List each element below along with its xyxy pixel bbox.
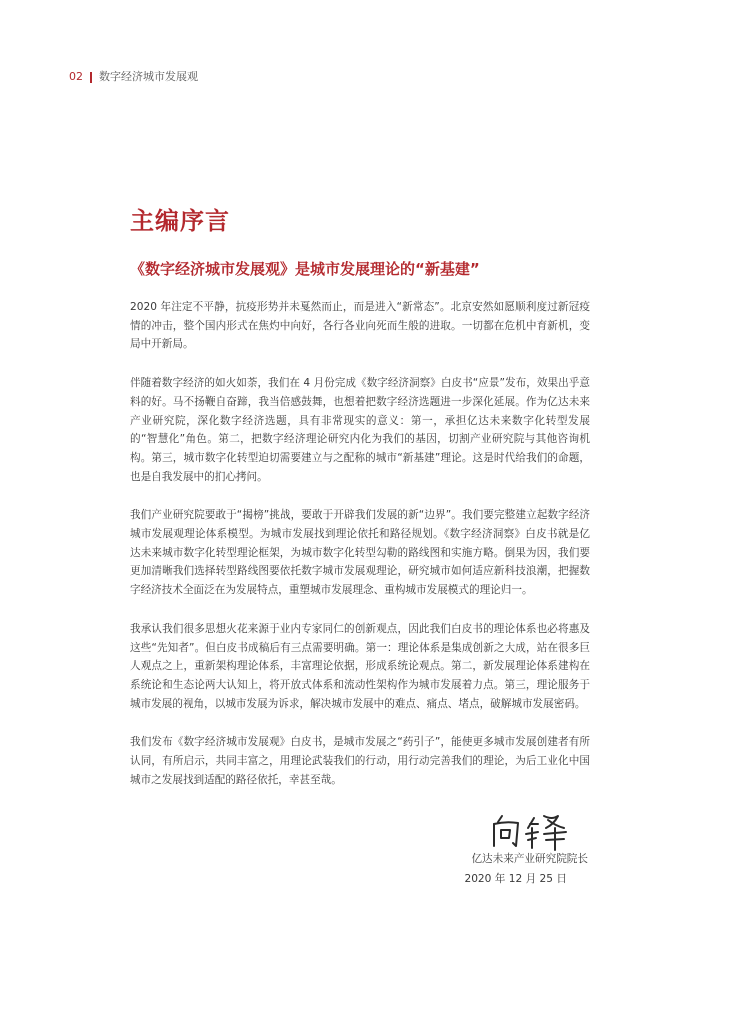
signer-role: 亿达未来产业研究院院长: [471, 853, 588, 865]
page-subtitle: 《数字经济城市发展观》是城市发展理论的“新基建”: [130, 260, 480, 278]
header-divider: [90, 72, 92, 83]
body-text: [130, 298, 590, 809]
paragraph-2: 伴随着数字经济的如火如荼，我们在 4 月份完成《数字经济洞察》白皮书“应景”发布，效果出乎意料的好。马不扬鞭自奋蹄，我当倍感鼓舞，也想着把数字经济选题进一步深化延展。作为亿达未来产业研究院，深化数字经济选题，具有非常现实的意义：第一，承担亿达未来数字化转型发展的“智慧化”角色。第二，把数字经济理论研究内化为我们的基因，切割产业研究院与其他咨询机构。第三，城市数字化转型迫切需要建立与之配称的城市“新基建”理论。这是时代给我们的命题，也是自我发展中的扪心拷问。: [130, 377, 590, 483]
page-title: 主编序言: [130, 207, 230, 235]
paragraph-5: 我们发布《数字经济城市发展观》白皮书，是城市发展之“药引子”，能使更多城市发展创建者有所认同，有所启示，共同丰富之，用理论武装我们的行动，用行动完善我们的理论，为后工业化中国城市之发展找到适配的路径依托，幸甚至哉。: [130, 736, 590, 786]
paragraph-1: 2020 年注定不平静，抗疫形势并未戛然而止，而是进入“新常态”。北京安然如愿顺利度过新冠疫情的冲击，整个国内形式在焦灼中向好，各行各业向死而生般的进取。一切都在危机中育新机，变局中开新局。: [130, 301, 590, 351]
handwritten-signature: [488, 810, 578, 852]
signature-date: 2020 年 12 月 25 日: [464, 873, 567, 885]
page-number: 02: [69, 70, 83, 83]
signature-drawing: [488, 810, 578, 852]
paragraph-3: 我们产业研究院要敢于“揭榜”挑战，要敢于开辟我们发展的新“边界”。我们要完整建立起数字经济城市发展观理论体系模型。为城市发展找到理论依托和路径规划。《数字经济洞察》白皮书就是亿达未来城市数字化转型理论框架，为城市数字化转型勾勒的路线图和实施方略。倒果为因，我们要更加清晰我们选择转型路线图要依托数字城市发展观理论，研究城市如何适应新科技浪潮，把握数字经济技术全面泛在为发展特点，重塑城市发展理念、重构城市发展模式的理论归一。: [130, 509, 590, 597]
running-header: [69, 70, 198, 84]
running-title: 数字经济城市发展观: [99, 70, 198, 83]
paragraph-4: 我承认我们很多思想火花来源于业内专家同仁的创新观点，因此我们白皮书的理论体系也必将惠及这些“先知者”。但白皮书成稿后有三点需要明确。第一：理论体系是集成创新之大成，站在很多巨人观点之上，重新架构理论体系，丰富理论依据，形成系统论观点。第二，新发展理论体系建构在系统论和生态论两大认知上，将开放式体系和流动性架构作为城市发展着力点。第三，理论服务于城市发展的视角，以城市发展为诉求，解决城市发展中的难点、痛点、堵点，破解城市发展密码。: [130, 622, 590, 710]
